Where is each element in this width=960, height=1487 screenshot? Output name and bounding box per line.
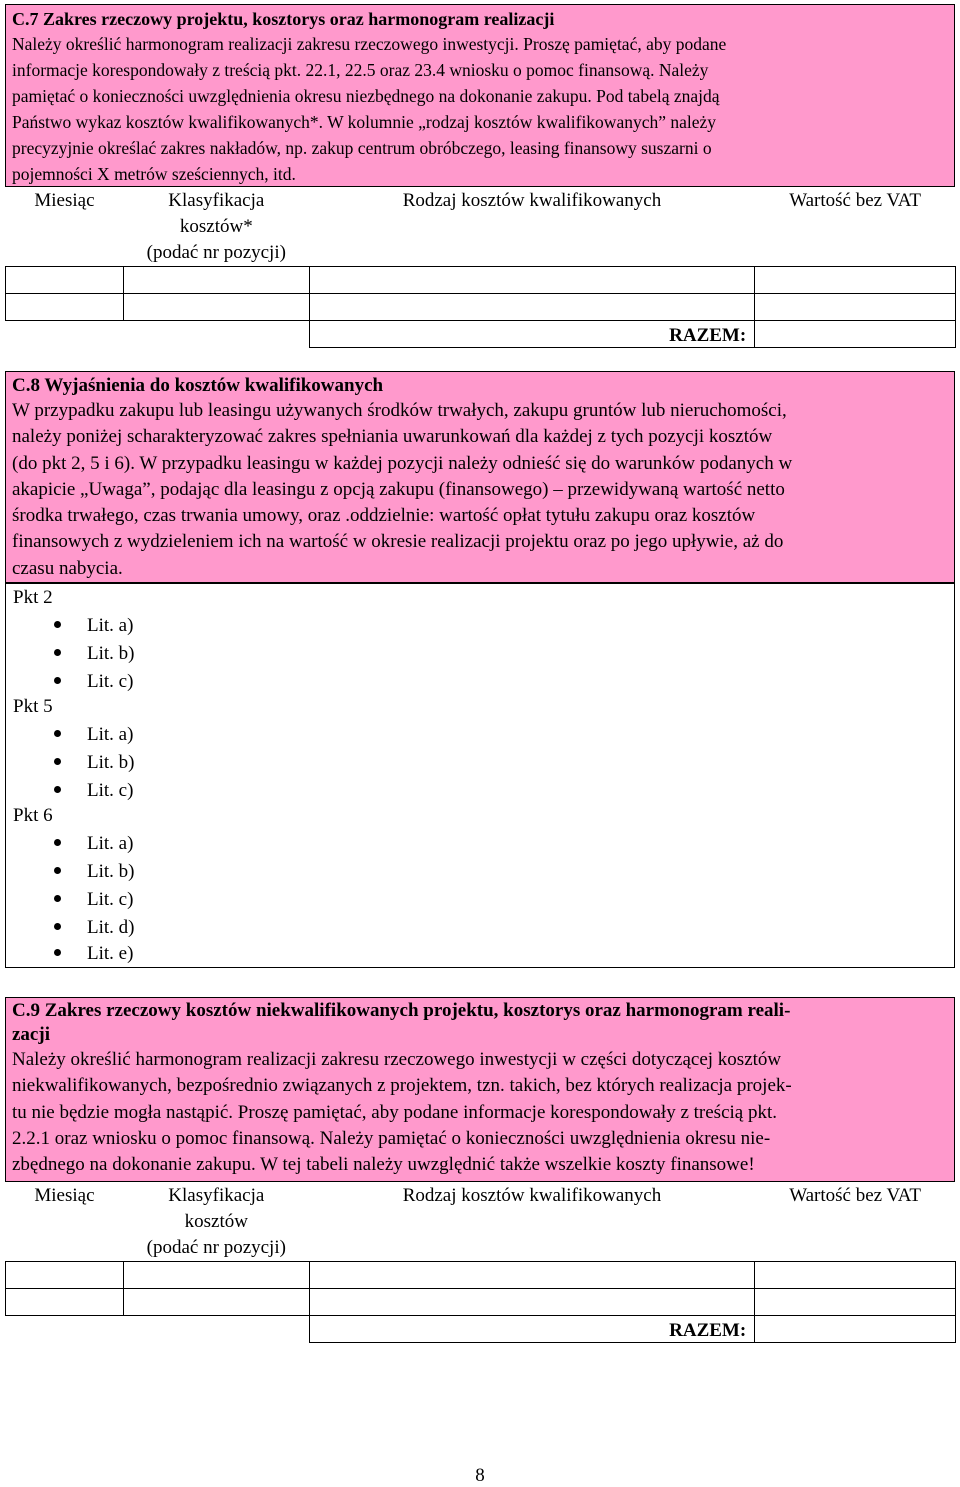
c9-line: 2.2.1 oraz wniosku o pomoc finansową. Należy pamiętać o konieczności uwzględnienia okresu nie-: [12, 1127, 771, 1149]
table-cell[interactable]: [755, 294, 956, 321]
c7-cost-table: [5, 186, 956, 348]
bullet-icon: [54, 839, 61, 846]
list-item[interactable]: Lit. b): [54, 752, 135, 774]
c7-line: precyzyjnie określać zakres nakładów, np. zakup centrum obróbczego, leasing finansowy suszarni o: [12, 138, 712, 158]
c7-line: informacje korespondowały z treścią pkt. 22.1, 22.5 oraz 23.4 wniosku o pomoc finansową. Należy: [12, 60, 709, 80]
c9-section-header: [5, 997, 955, 1182]
c7-line: Należy określić harmonogram realizacji zakresu rzeczowego inwestycji. Proszę pamiętać, aby podane: [12, 34, 727, 54]
c9-line: Należy określić harmonogram realizacji zakresu rzeczowego inwestycji w części dotyczącej kosztów: [12, 1049, 782, 1070]
bullet-icon: [54, 786, 61, 793]
table-cell[interactable]: [309, 1289, 754, 1316]
c9-line: niekwalifikowanych, bezpośrednio związanych z projektem, tzn. takich, bez których realizacja projek-: [12, 1075, 792, 1097]
bullet-icon: [54, 949, 61, 956]
c7-col-cost-type: Rodzaj kosztów kwalifikowanych: [402, 190, 662, 211]
c7-col-month: Miesiąc: [34, 190, 95, 211]
table-cell[interactable]: [6, 1289, 124, 1316]
c7-col-value: Wartość bez VAT: [789, 190, 921, 211]
c9-col-classification: Klasyfikacja kosztów (podać nr pozycji): [146, 1185, 286, 1258]
bullet-icon: [54, 923, 61, 930]
c8-section-header: [5, 371, 955, 583]
list-item[interactable]: Lit. a): [54, 724, 133, 746]
list-item[interactable]: Lit. c): [54, 780, 133, 802]
table-row: [6, 1289, 956, 1316]
table-cell[interactable]: [755, 1262, 956, 1289]
table-row: [6, 1262, 956, 1289]
bullet-icon: [54, 758, 61, 765]
c7-line: pojemności X metrów sześciennych, itd.: [12, 164, 296, 184]
table-row: [6, 267, 956, 294]
c8-title: C.8 Wyjaśnienia do kosztów kwalifikowanych: [12, 375, 384, 396]
c9-col-month: Miesiąc: [34, 1185, 95, 1206]
c7-col-classification: Klasyfikacja kosztów* (podać nr pozycji): [146, 190, 286, 263]
bullet-icon: [54, 895, 61, 902]
table-cell[interactable]: [755, 1289, 956, 1316]
list-item[interactable]: Lit. c): [54, 889, 133, 911]
c8-line: akapicie „Uwaga”, podając dla leasingu z opcją zakupu (finansowego) – przewidywaną wartość netto: [12, 478, 785, 500]
bullet-icon: [54, 677, 61, 684]
c8-explanation-list: [5, 583, 955, 968]
list-item[interactable]: Lit. b): [54, 643, 135, 665]
c9-line: zbędnego na dokonanie zakupu. W tej tabeli należy uwzględnić także wszelkie koszty finansowe!: [12, 1154, 755, 1176]
bullet-icon: [54, 621, 61, 628]
c8-line: W przypadku zakupu lub leasingu używanych środków trwałych, zakupu gruntów lub nieruchomości,: [12, 400, 787, 421]
c9-col-cost-type: Rodzaj kosztów kwalifikowanych: [402, 1185, 662, 1206]
c9-cost-table: [5, 1181, 956, 1343]
pkt6-label: Pkt 6: [13, 805, 53, 826]
table-cell[interactable]: [6, 1262, 124, 1289]
c9-total-label: RAZEM:: [309, 1316, 754, 1343]
list-item[interactable]: Lit. a): [54, 615, 133, 637]
pkt5-label: Pkt 5: [13, 696, 53, 717]
list-item[interactable]: Lit. b): [54, 861, 135, 883]
table-cell[interactable]: [309, 267, 754, 294]
table-cell[interactable]: [755, 267, 956, 294]
c9-line: tu nie będzie mogła nastąpić. Proszę pamiętać, aby podane informacje korespondowały z treścią pkt.: [12, 1101, 778, 1123]
list-item[interactable]: Lit. c): [54, 671, 133, 693]
bullet-icon: [54, 867, 61, 874]
c9-title: C.9 Zakres rzeczowy kosztów niekwalifikowanych projektu, kosztorys oraz harmonogram reali- zacji: [12, 1000, 791, 1045]
c8-line: (do pkt 2, 5 i 6). W przypadku leasingu w każdej pozycji należy odnieść się do warunków podanych w: [12, 452, 793, 474]
table-cell[interactable]: [309, 294, 754, 321]
list-item[interactable]: Lit. a): [54, 833, 133, 855]
c8-line: czasu nabycia.: [12, 557, 123, 579]
bullet-icon: [54, 649, 61, 656]
c9-total-value[interactable]: [755, 1316, 956, 1343]
list-item[interactable]: Lit. e): [54, 943, 133, 965]
table-cell[interactable]: [6, 267, 124, 294]
table-cell[interactable]: [6, 294, 124, 321]
table-cell[interactable]: [123, 267, 309, 294]
c7-title: C.7 Zakres rzeczowy projektu, kosztorys oraz harmonogram realizacji: [12, 9, 555, 29]
c8-line: finansowych z wydzieleniem ich na wartość w okresie realizacji projektu oraz po jego upływie, aż do: [12, 531, 784, 553]
c7-line: Państwo wykaz kosztów kwalifikowanych*. W kolumnie „rodzaj kosztów kwalifikowanych” należy: [12, 112, 717, 132]
c8-line: należy poniżej scharakteryzować zakres spełniania uwarunkowań dla każdej z tych pozycji kosztów: [12, 426, 773, 448]
pkt2-label: Pkt 2: [13, 587, 53, 608]
table-cell[interactable]: [123, 1262, 309, 1289]
c9-col-value: Wartość bez VAT: [789, 1185, 921, 1206]
list-item[interactable]: Lit. d): [54, 917, 135, 939]
c7-section-header: [5, 4, 955, 187]
table-cell[interactable]: [123, 294, 309, 321]
table-row: [6, 294, 956, 321]
table-cell[interactable]: [309, 1262, 754, 1289]
c7-total-value[interactable]: [755, 321, 956, 348]
page-number: 8: [475, 1465, 485, 1486]
c8-line: środka trwałego, czas trwania umowy, oraz .oddzielnie: wartość opłat tytułu zakupu oraz kosztów: [12, 505, 756, 527]
c7-total-label: RAZEM:: [309, 321, 754, 348]
table-cell[interactable]: [123, 1289, 309, 1316]
c7-line: pamiętać o konieczności uwzględnienia okresu niezbędnego na dokonanie zakupu. Pod tabelą znajdą: [12, 86, 720, 106]
bullet-icon: [54, 730, 61, 737]
